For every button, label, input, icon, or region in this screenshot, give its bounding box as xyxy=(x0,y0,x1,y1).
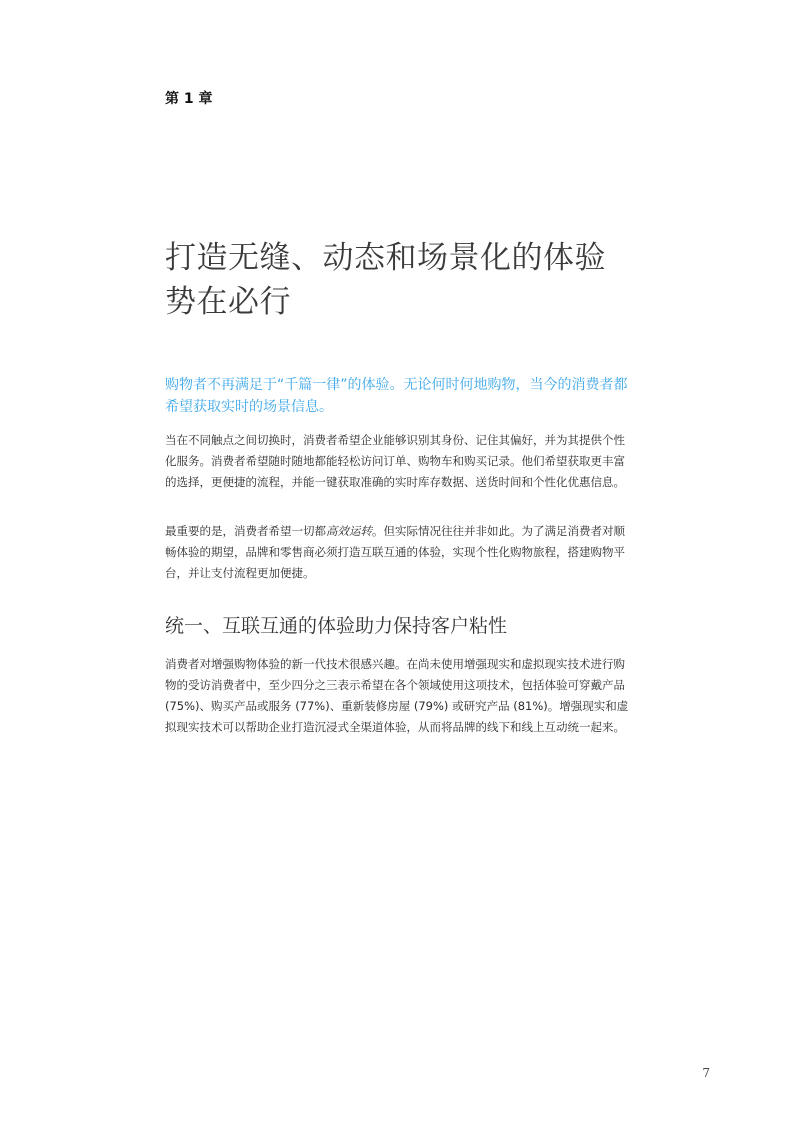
paragraph-2-emphasis: 高效运转 xyxy=(326,524,372,538)
chapter-label: 第 1 章 xyxy=(165,91,213,107)
section-subheading: 统一、互联互通的体验助力保持客户粘性 xyxy=(165,615,508,637)
page-title: 打造无缝、动态和场景化的体验势在必行 xyxy=(165,240,606,320)
page-number: 7 xyxy=(702,1066,710,1080)
body-paragraph-2 xyxy=(165,521,635,584)
body-paragraph-3: 消费者对增强购物体验的新一代技术很感兴趣。在尚未使用增强现实和虚拟现实技术进行购物的受访消费者中，至少四分之三表示希望在各个领域使用这项技术，包括体验可穿戴产品 (75%)、购买产品或服务 (77%)、重新装修房屋 (79%) 或研究产品 (81%)。增强现实和虚拟现实技术可以帮助企业打造沉浸式全渠道体验，从而将品牌的线下和线上互动统一起来。 xyxy=(165,657,629,734)
paragraph-2-end: 。但实际情况往往并非如此。为了满足消费者对顺畅体验的期望，品牌和零售商必须打造互联互通的体验，实现个性化购物旅程，搭建购物平台，并让支付流程更加便捷。 xyxy=(165,524,625,580)
body-paragraph-1: 当在不同触点之间切换时，消费者希望企业能够识别其身份、记住其偏好，并为其提供个性化服务。消费者希望随时随地都能轻松访问订单、购物车和购买记录。他们希望获取更丰富的选择，更便捷的流程，并能一键获取准确的实时库存数据、送货时间和个性化优惠信息。 xyxy=(165,433,625,489)
lead-paragraph: 购物者不再满足于“千篇一律”的体验。无论何时何地购物，当今的消费者都希望获取实时的场景信息。 xyxy=(165,377,628,415)
paragraph-2-start: 最重要的是，消费者希望一切都 xyxy=(165,524,326,538)
